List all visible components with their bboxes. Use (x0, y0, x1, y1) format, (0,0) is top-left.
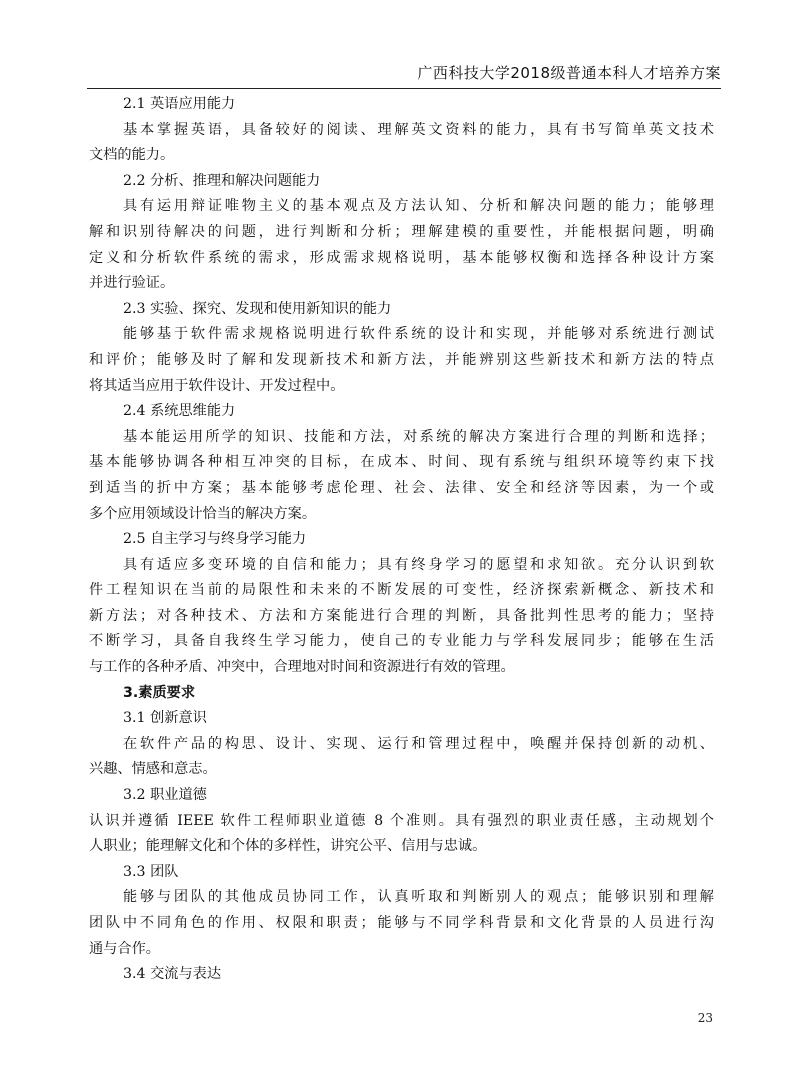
section-heading: 3.4 交流与表达 (123, 966, 222, 983)
paragraph-line: 到适当的折中方案；基本能够考虑伦理、社会、法律、安全和经济等因素，为一个或 (89, 479, 714, 496)
paragraph-line: 基本掌握英语，具备较好的阅读、理解英文资料的能力，具有书写简单英文技术 (123, 121, 714, 138)
chapter-heading: 3.素质要求 (123, 684, 196, 701)
paragraph-line: 将其适当应用于软件设计、开发过程中。 (89, 377, 345, 394)
section-heading: 3.2 职业道德 (123, 787, 207, 804)
paragraph-line: 能够基于软件需求规格说明进行软件系统的设计和实现，并能够对系统进行测试 (123, 326, 714, 343)
section-heading: 2.5 自主学习与终身学习能力 (123, 531, 307, 548)
paragraph-line: 具有运用辩证唯物主义的基本观点及方法认知、分析和解决问题的能力；能够理 (123, 198, 714, 215)
document-title: 广西科技大学2018级普通本科人才培养方案 (417, 64, 721, 82)
paragraph-line: 认识并遵循 IEEE 软件工程师职业道德 8 个准则。具有强烈的职业责任感，主动规划个 (89, 812, 714, 829)
paragraph-line: 并进行验证。 (89, 275, 175, 292)
section-heading: 2.1 英语应用能力 (123, 96, 236, 112)
paragraph-line: 能够与团队的其他成员协同工作，认真听取和判断别人的观点；能够识别和理解 (123, 889, 714, 906)
section-heading: 2.3 实验、探究、发现和使用新知识的能力 (123, 300, 392, 317)
document-body (89, 92, 714, 988)
paragraph-line: 新方法；对各种技术、方法和方案能进行合理的判断，具备批判性思考的能力；坚持 (89, 607, 714, 624)
paragraph-line: 在软件产品的构思、设计、实现、运行和管理过程中，唤醒并保持创新的动机、 (123, 735, 714, 752)
paragraph-line: 件工程知识在当前的局限性和未来的不断发展的可变性，经济探索新概念、新技术和 (89, 582, 714, 599)
paragraph-line: 基本能运用所学的知识、技能和方法，对系统的解决方案进行合理的判断和选择； (123, 428, 714, 445)
paragraph-line: 不断学习，具备自我终生学习能力，使自己的专业能力与学科发展同步；能够在生活 (89, 633, 714, 650)
paragraph-line: 具有适应多变环境的自信和能力；具有终身学习的愿望和求知欲。充分认识到软 (123, 556, 714, 573)
paragraph-line: 与工作的各种矛盾、冲突中，合理地对时间和资源进行有效的管理。 (89, 659, 515, 676)
paragraph-line: 多个应用领域设计恰当的解决方案。 (89, 505, 317, 522)
paragraph-line: 通与合作。 (89, 940, 160, 957)
paragraph-line: 定义和分析软件系统的需求，形成需求规格说明，基本能够权衡和选择各种设计方案 (89, 249, 714, 266)
paragraph-line: 兴趣、情感和意志。 (89, 761, 217, 778)
section-heading: 3.1 创新意识 (123, 710, 207, 727)
paragraph-line: 基本能够协调各种相互冲突的目标，在成本、时间、现有系统与组织环境等约束下找 (89, 454, 714, 471)
section-heading: 2.2 分析、推理和解决问题能力 (123, 172, 321, 189)
paragraph-line: 文档的能力。 (89, 147, 175, 164)
paragraph-line: 和评价；能够及时了解和发现新技术和新方法，并能辨别这些新技术和新方法的特点 (89, 351, 714, 368)
paragraph-line: 团队中不同角色的作用、权限和职责；能够与不同学科背景和文化背景的人员进行沟 (89, 915, 714, 931)
section-heading: 2.4 系统思维能力 (123, 403, 236, 420)
paragraph-line: 解和识别待解决的问题，进行判断和分析；理解建模的重要性，并能根据问题，明确 (89, 223, 714, 240)
section-heading: 3.3 团队 (123, 863, 179, 880)
page-header (87, 60, 721, 89)
page-number: 23 (697, 1011, 713, 1025)
paragraph-line: 人职业；能理解文化和个体的多样性，讲究公平、信用与忠诚。 (89, 838, 487, 855)
